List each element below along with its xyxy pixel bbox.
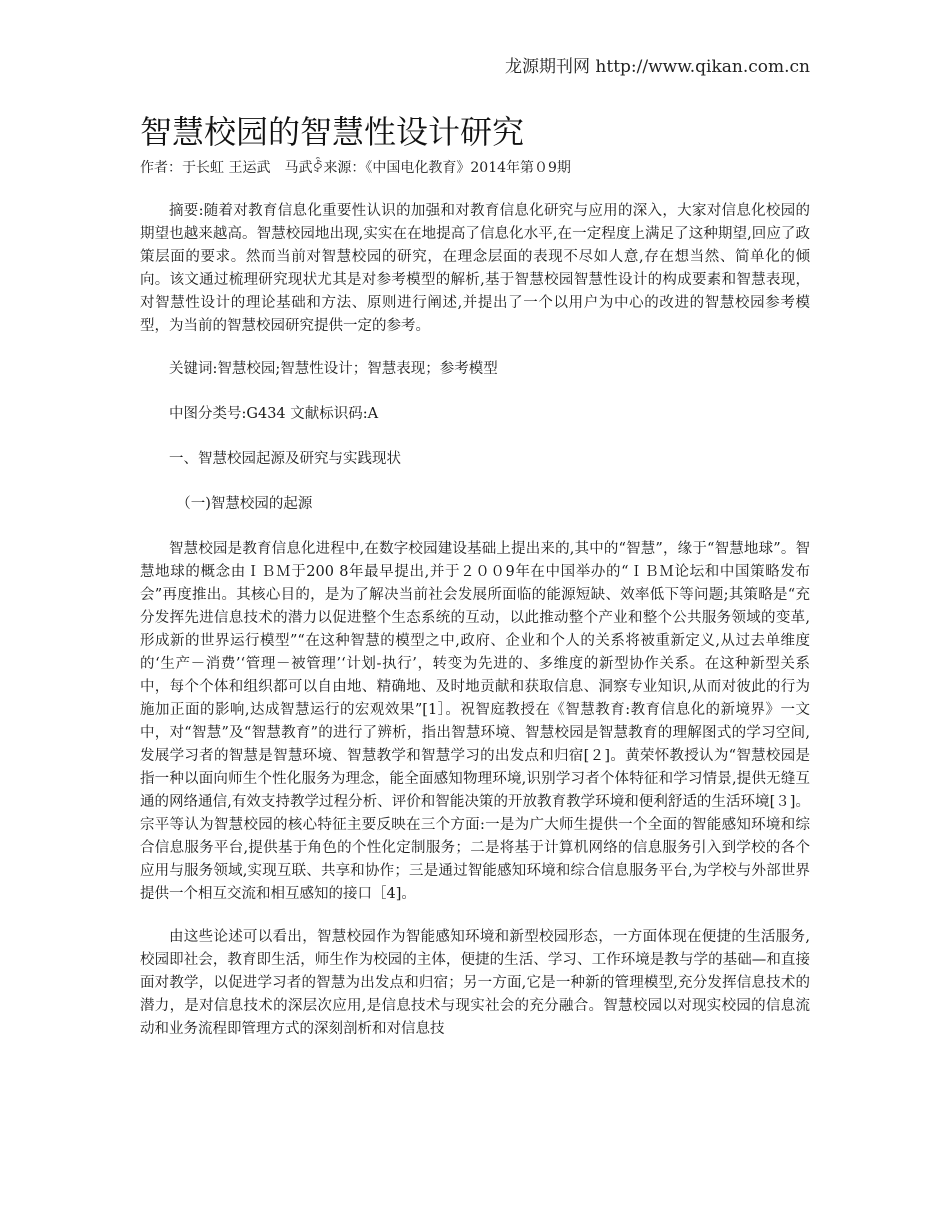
source-header: 龙源期刊网 http://www.qikan.com.cn bbox=[505, 57, 810, 77]
article-byline: 作者：于长虹 王运武 马武ꀅ来源：《中国电化教育》2014年第０9期 bbox=[140, 160, 571, 176]
body-paragraph: 智慧校园是教育信息化进程中,在数字校园建设基础上提出来的,其中的“智慧”，缘于“智慧地球”。智慧地球的概念由ＩＢＭ于200 8年最早提出,并于２００9年在中国举办的“ＩＢＭ论坛和中国策略发布会”再度推出。其核心目的，是为了解决当前社会发展所面临的能源短缺、效率低下等问题;其策略是“充分发挥先进信息技术的潜力以促进整个生态系统的互动，以此推动整个产业和整个公共服务领域的变革,形成新的世界运行模型”“在这种智慧的模型之中,政府、企业和个人的关系将被重新定义,从过去单维度的‘生产－消费’‘管理－被管理’‘计划-执行’，转变为先进的、多维度的新型协作关系。在这种新型关系中，每个个体和组织都可以自由地、精确地、及时地贡献和获取信息、洞察专业知识,从而对彼此的行为施加正面的影响,达成智慧运行的宏观效果”[1］。祝智庭教授在《智慧教育:教育信息化的新境界》一文中，对“智慧”及“智慧教育”的进行了辨析，指出智慧环境、智慧校园是智慧教育的理解图式的学习空间,发展学习者的智慧是智慧环境、智慧教学和智慧学习的出发点和归宿[２]。黄荣怀教授认为“智慧校园是指一种以面向师生个性化服务为理念，能全面感知物理环境,识别学习者个体特征和学习情景,提供无缝互通的网络通信,有效支持教学过程分析、评价和智能决策的开放教育教学环境和便利舒适的生活环境[３]。宗平等认为智慧校园的核心特征主要反映在三个方面:一是为广大师生提供一个全面的智能感知环境和综合信息服务平台,提供基于角色的个性化定制服务；二是将基于计算机网络的信息服务引入到学校的各个应用与服务领域,实现互联、共享和协作；三是通过智能感知环境和综合信息服务平台,为学校与外部世界提供一个相互交流和相互感知的接口［4]。 bbox=[140, 541, 810, 902]
body-paragraph: 由这些论述可以看出，智慧校园作为智能感知环境和新型校园形态，一方面体现在便捷的生活服务,校园即社会，教育即生活，师生作为校园的主体，便捷的生活、学习、工作环境是教与学的基础—和直接面对教学，以促进学习者的智慧为出发点和归宿；另一方面,它是一种新的管理模型,充分发挥信息技术的潜力，是对信息技术的深层次应用,是信息技术与现实社会的充分融合。智慧校园以对现实校园的信息流动和业务流程即管理方式的深刻剖析和对信息技 bbox=[140, 929, 810, 1037]
classification-line: 中图分类号:G434 文献标识码:A bbox=[169, 406, 379, 422]
article-title: 智慧校园的智慧性设计研究 bbox=[140, 113, 525, 151]
subsection-heading: （一)智慧校园的起源 bbox=[176, 496, 313, 512]
article-body bbox=[140, 200, 810, 1061]
section-heading: 一、智慧校园起源及研究与实践现状 bbox=[169, 451, 401, 467]
keywords-line: 关键词:智慧校园;智慧性设计；智慧表现；参考模型 bbox=[169, 361, 498, 377]
abstract-paragraph: 摘要:随着对教育信息化重要性认识的加强和对教育信息化研究与应用的深入，大家对信息化校园的期望也越来越高。智慧校园地出现,实实在在地提高了信息化水平,在一定程度上满足了这种期望,回应了政策层面的要求。然而当前对智慧校园的研究，在理念层面的表现不尽如人意,存在想当然、简单化的倾向。该文通过梳理研究现状尤其是对参考模型的解析,基于智慧校园智慧性设计的构成要素和智慧表现，对智慧性设计的理论基础和方法、原则进行阐述,并提出了一个以用户为中心的改进的智慧校园参考模型，为当前的智慧校园研究提供一定的参考。 bbox=[140, 203, 810, 334]
